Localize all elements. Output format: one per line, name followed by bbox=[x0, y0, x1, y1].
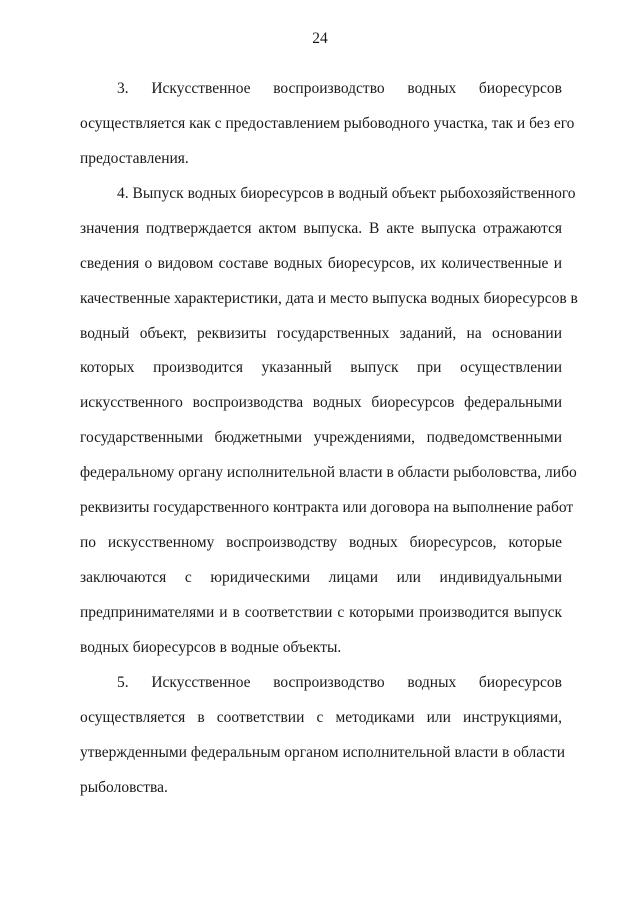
paragraph-4-line-9: федеральному органу исполнительной власти в области рыболовства, либо bbox=[80, 464, 577, 481]
paragraph-5-line-2: осуществляется в соответствии с методиками или инструкциями, bbox=[80, 709, 562, 726]
paragraph-4-line-13: предпринимателями и в соответствии с которыми производится выпуск bbox=[80, 604, 562, 621]
paragraph-4-line-6: которых производится указанный выпуск при осуществлении bbox=[80, 359, 562, 376]
paragraph-4-line-7: искусственного воспроизводства водных биоресурсов федеральными bbox=[80, 394, 562, 411]
paragraph-4-line-12: заключаются с юридическими лицами или индивидуальными bbox=[80, 569, 562, 586]
paragraph-4-line-11: по искусственному воспроизводству водных биоресурсов, которые bbox=[80, 534, 562, 551]
paragraph-3-line-3: предоставления. bbox=[80, 150, 189, 167]
paragraph-3-line-2: осуществляется как с предоставлением рыбоводного участка, так и без его bbox=[80, 115, 575, 132]
paragraph-4-line-4: качественные характеристики, дата и место выпуска водных биоресурсов в bbox=[80, 290, 578, 307]
paragraph-4-line-10: реквизиты государственного контракта или договора на выполнение работ bbox=[80, 499, 574, 516]
paragraph-4-line-2: значения подтверждается актом выпуска. В акте выпуска отражаются bbox=[80, 220, 562, 237]
paragraph-4-line-8: государственными бюджетными учреждениями, подведомственными bbox=[80, 429, 562, 446]
paragraph-5-line-4: рыболовства. bbox=[80, 779, 168, 796]
page-number: 24 bbox=[312, 30, 328, 47]
paragraph-5-line-1: 5. Искусственное воспроизводство водных биоресурсов bbox=[117, 674, 562, 691]
paragraph-4-line-14: водных биоресурсов в водные объекты. bbox=[80, 639, 342, 656]
paragraph-3-line-1: 3. Искусственное воспроизводство водных биоресурсов bbox=[117, 80, 562, 97]
paragraph-4-line-1: 4. Выпуск водных биоресурсов в водный объект рыбохозяйственного bbox=[117, 185, 576, 202]
paragraph-4-line-3: сведения о видовом составе водных биоресурсов, их количественные и bbox=[80, 255, 562, 272]
paragraph-5-line-3: утвержденными федеральным органом исполнительной власти в области bbox=[80, 744, 566, 761]
paragraph-4-line-5: водный объект, реквизиты государственных заданий, на основании bbox=[80, 325, 562, 342]
